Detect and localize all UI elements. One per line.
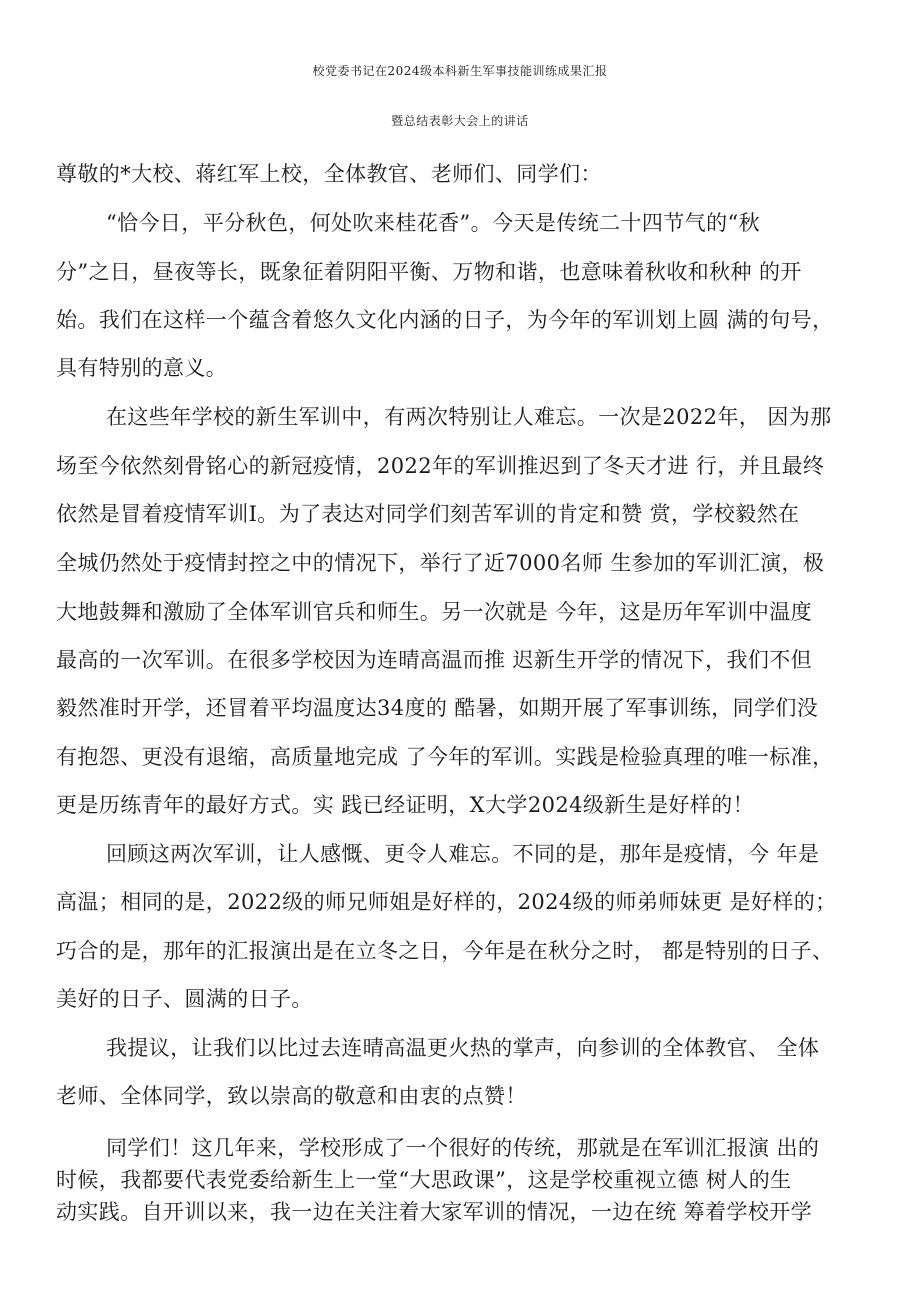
paragraph-line: 场至今依然刻骨铭心的新冠疫情，2022年的军训推迟到了冬天才进 行，并且最终: [56, 454, 825, 478]
document-subtitle: 暨总结表彰大会上的讲话: [391, 114, 529, 128]
paragraph-line: 毅然准时开学，还冒着平均温度达34度的 酷暑，如期开展了军事训练，同学们没: [56, 696, 819, 720]
paragraph-line: 大地鼓舞和激励了全体军训官兵和师生。另一次就是 今年，这是历年军训中温度: [56, 600, 813, 624]
paragraph-line: 分”之日，昼夜等长，既象征着阴阳平衡、万物和谐，也意味着秋收和秋种 的开: [56, 260, 802, 284]
paragraph-line: 依然是冒着疫情军训I。为了表达对同学们刻苦军训的肯定和赞 赏，学校毅然在: [56, 502, 800, 526]
document-title: 校党委书记在2024级本科新生军事技能训练成果汇报: [312, 64, 608, 78]
paragraph-line: 更是历练青年的最好方式。实 践已经证明，X大学2024级新生是好样的！: [56, 793, 755, 817]
paragraph-line: 高温；相同的是，2022级的师兄师姐是好样的，2024级的师弟师妹更 是好样的；: [56, 890, 837, 914]
paragraph-line: 回顾这两次军训，让人感慨、更令人难忘。不同的是，那年是疫情，今 年是: [106, 842, 820, 866]
paragraph-line: 有抱怨、更没有退缩，高质量地完成 了今年的军训。实践是检验真理的唯一标准，: [56, 745, 834, 769]
paragraph-line: 始。我们在这样一个蕴含着悠久文化内涵的日子，为今年的军训划上圆 满的句号，: [56, 308, 834, 332]
paragraph-line: 美好的日子、圆满的日子。: [56, 987, 313, 1011]
paragraph-line: 时候，我都要代表党委给新生上一堂“大思政课”，这是学校重视立德 树人的生: [56, 1168, 792, 1192]
paragraph-line: 同学们！这几年来，学校形成了一个很好的传统，那就是在军训汇报演 出的: [106, 1136, 820, 1160]
paragraph-line: 老师、全体同学，致以崇高的敬意和由衷的点赞！: [56, 1084, 527, 1108]
paragraph-line: 在这些年学校的新生军训中，有两次特别让人难忘。一次是2022年， 因为那: [106, 405, 832, 429]
paragraph-line: 动实践。自开训以来，我一边在关注着大家军训的情况，一边在统 筹着学校开学: [56, 1200, 813, 1224]
paragraph-line: 我提议，让我们以比过去连晴高温更火热的掌声，向参训的全体教官、 全体: [106, 1036, 820, 1060]
paragraph-line: 全城仍然处于疫情封控之中的情况下，举行了近7000名师 生参加的军训汇演，极: [56, 551, 825, 575]
salutation: 尊敬的*大校、蒋红军上校，全体教官、老师们、同学们：: [56, 162, 602, 186]
paragraph-line: 最高的一次军训。在很多学校因为连晴高温而推 迟新生开学的情况下，我们不但: [56, 648, 813, 672]
paragraph-line: 巧合的是，那年的汇报演出是在立冬之日，今年是在秋分之时， 都是特别的日子、: [56, 939, 834, 963]
paragraph-line: 具有特别的意义。: [56, 356, 228, 380]
paragraph-line: “恰今日，平分秋色，何处吹来桂花香”。今天是传统二十四节气的“秋: [106, 211, 761, 235]
